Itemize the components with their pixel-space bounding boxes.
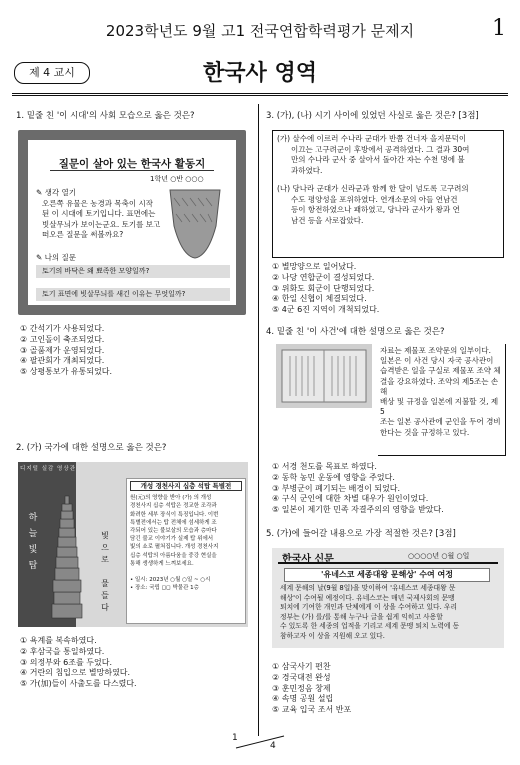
q2-line: 빛의 쇼로 펼쳐집니다. 개성 경천사지	[130, 544, 219, 551]
q2-stem: 2. (가) 국가에 대한 설명으로 옳은 것은?	[16, 443, 167, 453]
choice[interactable]: ⑤ 가(加)들이 사출도를 다스렸다.	[20, 679, 137, 689]
choice[interactable]: ⑤ 상평통보가 유통되었다.	[20, 367, 113, 377]
q5-paper-date: ○○○○년 ○월 ○일	[408, 552, 470, 560]
q2-poster-top: 디지털 실감 영상관	[20, 466, 77, 472]
column-divider	[258, 104, 259, 736]
q2-line: 담긴 불교 이야기가 실제 탑 위에서	[130, 536, 214, 543]
vchar: 빛	[101, 531, 109, 540]
q3-ga-line: 이끄는 고구려군이 후방에서 공격하였다. 그 결과 30여	[291, 144, 470, 154]
pottery-image	[166, 186, 224, 260]
vchar: 로	[101, 555, 109, 564]
q4-line: 일본은 이 사건 당시 자국 공사관이	[380, 356, 494, 366]
q3-na-line: 남건 등을 사로잡았다.	[291, 215, 364, 225]
q4-stem: 4. 밑줄 친 '이 사건'에 대한 설명으로 옳은 것은?	[266, 327, 445, 337]
subject-title: 한국사 영역	[203, 61, 317, 86]
q1-board-title: 질문이 살아 있는 한국사 활동지	[58, 158, 206, 170]
choice[interactable]: ① 간석기가 사용되었다.	[20, 324, 105, 333]
q1-title-underline	[50, 170, 214, 171]
exam-title: 2023학년도 9월 고1 전국연합학력평가 문제지	[105, 22, 415, 40]
vchar: 으	[101, 543, 109, 552]
q2-vertical-text-left	[20, 510, 46, 574]
choice[interactable]: ④ 거란의 침입으로 별망하였다.	[20, 668, 131, 678]
q2-line	[130, 568, 242, 576]
q5-line: 수 있도록 한 세종의 업적을 기리고 세계 문맹 퇴치 노력에 동	[280, 622, 460, 630]
q1-choices	[20, 324, 112, 378]
vchar: 빛	[28, 545, 38, 555]
vchar: 늘	[28, 529, 38, 539]
q5-article-body	[280, 584, 498, 641]
header-rule	[12, 93, 508, 96]
q2-exhibit-title: 개성 경천사지 십층 석탑 특별전	[130, 481, 242, 491]
q1-think-line: 빗살무늬가 보이는군요. 토기를 보고	[42, 219, 161, 229]
choice[interactable]: ① 삼국사기 편찬	[272, 662, 331, 671]
choice[interactable]: ③ 부병군이 폐기되는 배경이 되었다.	[272, 483, 401, 493]
q5-line: 참하고자 이 상을 지원해 오고 있다.	[280, 631, 385, 640]
q2-line: 통해 생생하게 느껴보세요.	[130, 560, 194, 567]
q1-myq-block	[36, 252, 76, 263]
q5-line: 퇴치에 기여한 개인과 단체에게 이 상을 수여하고 있다. 우리	[280, 603, 458, 611]
choice[interactable]: ③ 골품제가 운영되었다.	[20, 345, 105, 355]
q1-think-line: 된 이 시대에 토기입니다. 표면에는	[42, 209, 156, 218]
q5-line: 정부는 (가) 를/를 통해 누구나 글을 쉽게 익히고 사용할	[280, 612, 443, 621]
choice[interactable]: ⑤ 4군 6진 지역이 개척되었다.	[272, 305, 380, 315]
q5-headline: '유네스코 세종대왕 문해상' 수여 여정	[284, 568, 490, 582]
q2-line: 경천사지 십층 석탑은 정교한 조각과	[130, 503, 217, 510]
q1-myq-label: 나의 질문	[44, 253, 77, 262]
choice[interactable]: ① 서경 천도를 목표로 하였다.	[272, 462, 377, 471]
q3-ga-line: 과하였다.	[291, 165, 323, 175]
q5-line: 해상'이 수여될 예정이다. 유네스코는 매년 국제사회의 문맹	[280, 593, 455, 602]
q5-line: 세계 문해의 날(9월 8일)을 맞이하여 '유네스코 세종대왕 문	[280, 584, 456, 592]
q2-line: 화려한 세부 장식이 특징입니다. 이번	[130, 511, 219, 518]
q2-line: • 장소: 국립 ◻◻ 박물관 1층	[130, 585, 199, 592]
choice[interactable]: ⑤ 일본이 제기한 민족 자결주의의 영향을 받았다.	[272, 505, 444, 515]
choice[interactable]: ③ 훈민정음 창제	[272, 683, 331, 693]
footer-page: 1	[232, 733, 238, 743]
choice[interactable]: ② 고인돌이 축조되었다.	[20, 334, 105, 344]
choice[interactable]: ④ 한일 신협이 체결되었다.	[272, 294, 367, 304]
q2-choices	[20, 636, 137, 690]
q3-na-line: 등이 항전하였으나 패하였고, 당나라 군사가 왕과 연	[291, 205, 460, 214]
q1-student: 1학년 ○반 ○○○	[150, 175, 204, 183]
q2-line: 특별전에서는 탑 전체에 섬세하게 조	[130, 519, 217, 526]
vchar: 다	[101, 603, 109, 612]
choice[interactable]: ② 동학 농민 운동에 영향을 주었다.	[272, 472, 395, 482]
q4-line: 자료는 제물포 조약문의 일부이다.	[380, 346, 491, 355]
q1-think-line: 오른쪽 유물은 농경과 목축이 시작	[42, 198, 153, 208]
q3-ga-line: 만의 수나라 군사 중 살아서 돌아간 자는 수천 명에 불	[291, 155, 465, 164]
q1-think-line: 떠오른 질문을 써볼까요?	[42, 230, 124, 239]
pencil-icon: ✎	[36, 188, 45, 197]
q4-line: 조는 일본 공사관에 군인을 두어 경비	[380, 417, 501, 427]
q3-choices	[272, 262, 379, 316]
q3-source-box	[272, 130, 504, 258]
page-number: 1	[492, 16, 506, 41]
pagoda-image	[50, 494, 84, 620]
pencil-icon: ✎	[36, 253, 45, 262]
q2-vertical-text-right	[96, 530, 114, 614]
q5-masthead-rule	[278, 562, 498, 564]
q3-na-line: (나) 당나라 군대가 신라군과 함께 한 달이 넘도록 고구려의	[277, 184, 469, 193]
choice[interactable]: ④ 속명 공원 설립	[272, 694, 334, 704]
q5-paper-name: 한국사 신문	[282, 554, 334, 565]
q4-line: 배상 및 규정을 일본에 지불할 것, 제5	[380, 397, 499, 417]
treaty-document-image	[276, 344, 372, 408]
period-badge: 제 4 교시	[14, 62, 90, 84]
q2-line: 원(元)의 영향을 받아 (가) 의 개성	[130, 495, 212, 502]
q1-question-a: 토기의 바닥은 왜 뾰족한 모양일까?	[36, 265, 230, 278]
choice[interactable]: ③ 의정부와 6조를 두었다.	[20, 657, 112, 667]
q2-line: 각되어 있는 불보살의 모습과 층마다	[130, 528, 217, 535]
choice[interactable]: ② 나당 연합군이 결성되었다.	[272, 272, 375, 282]
q2-line: • 일시: 2023년 ○월 ○일 ~ ○시	[130, 577, 211, 584]
q2-line: 십층 석탑의 아름다움을 중강 현실을	[130, 552, 217, 559]
q4-line: 한다는 것을 규정하고 있다.	[380, 427, 470, 437]
q1-stem: 1. 밑줄 친 '이 시대'의 사회 모습으로 옳은 것은?	[16, 111, 195, 121]
choice[interactable]: ④ 구식 군인에 대한 차별 대우가 원인이었다.	[272, 494, 429, 504]
q1-question-b: 토기 표면에 빗살무늬를 새긴 이유는 무엇일까?	[36, 288, 230, 301]
choice[interactable]: ⑤ 교육 입국 조서 반포	[272, 705, 352, 715]
choice[interactable]: ② 경국대전 완성	[272, 672, 331, 682]
choice[interactable]: ④ 팔관회가 개최되었다.	[20, 356, 105, 366]
choice[interactable]: ② 후삼국을 통일하였다.	[20, 646, 105, 656]
vchar: 탑	[28, 561, 38, 571]
choice[interactable]: ③ 위화도 회군이 단행되었다.	[272, 283, 375, 293]
q1-think-label: 생각 열기	[44, 188, 77, 197]
q4-choices	[272, 462, 444, 516]
q4-line: 습격받은 일을 구실로 제물포 조약 체	[380, 366, 501, 376]
q5-stem: 5. (가)에 들어갈 내용으로 가장 적절한 것은? [3점]	[266, 529, 456, 539]
vchar	[96, 566, 114, 578]
q5-choices	[272, 662, 351, 716]
vchar: 하	[28, 513, 38, 523]
footer-total: 4	[270, 741, 276, 751]
vchar: 물	[101, 579, 109, 588]
q2-exhibit-text	[126, 478, 246, 624]
q4-line: 결을 강요하였다. 조약의 제5조는 손해	[380, 376, 499, 396]
choice[interactable]: ① 욕계를 복속하였다.	[20, 636, 97, 645]
q3-na-line: 수도 평양성을 포위하였다. 연개소문의 아들 연남건	[291, 194, 458, 204]
q3-ga-line: (가) 살수에 이르러 수나라 군대가 반쯤 건너자 을지문덕이	[277, 134, 467, 143]
q4-source-text	[378, 344, 506, 456]
vchar: 들	[101, 591, 109, 600]
choice[interactable]: ① 별망양으로 일어났다.	[272, 262, 357, 271]
q1-think-block	[36, 188, 168, 241]
q3-stem: 3. (가), (나) 시기 사이에 있었던 사실로 옳은 것은? [3점]	[266, 111, 479, 121]
